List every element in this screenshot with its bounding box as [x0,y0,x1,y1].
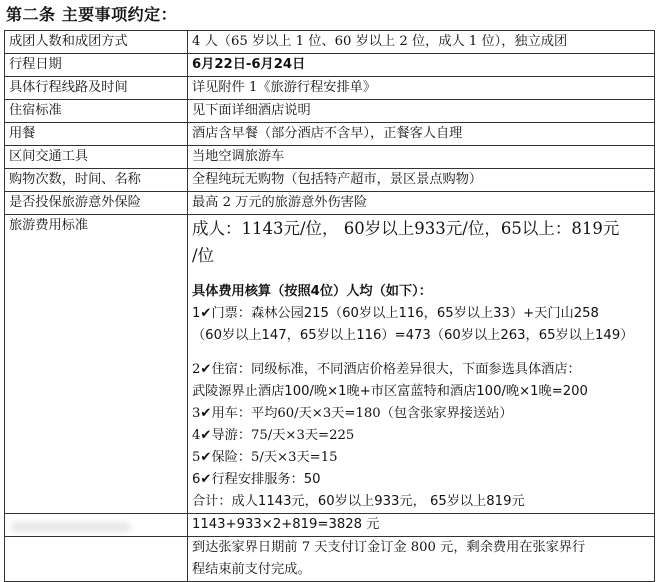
fee-item [192,425,650,447]
row-value: 6月22日-6月24日 [188,54,655,77]
item-number: 4 [192,428,201,443]
row-value: 酒店含早餐（部分酒店不含早），正餐客人自理 [188,123,655,146]
row-label: 购物次数，时间、名称 [5,169,188,192]
check-icon: ✔ [200,362,212,377]
redaction-mark [11,522,131,532]
terms-table [4,30,655,582]
fee-item [192,447,650,469]
table-row [5,77,655,100]
fee-row [5,215,655,514]
row-label: 行程日期 [5,54,188,77]
table-row [5,31,655,54]
fee-item [192,469,650,491]
fee-item-continued: 武陵源界止酒店100/晚×1晚+市区富蓝特和酒店100/晚×1晚=200 [192,384,588,399]
check-icon: ✔ [200,450,212,465]
fee-item [192,403,650,425]
row-label: 成团人数和成团方式 [5,31,188,54]
item-text: 门票：森林公园215（60岁以上116，65岁以上33）+天门山258 [211,306,599,321]
item-number: 3 [192,406,201,421]
row-value: 最高 2 万元的旅游意外伤害险 [188,192,655,215]
item-text: 导游：75/天×3天=225 [211,428,355,443]
row-value: 详见附件 1《旅游行程安排单》 [188,77,655,100]
blank-label-cell [5,514,188,537]
table-row [5,146,655,169]
row-value: 4 人（65 岁以上 1 位、60 岁以上 2 位，成人 1 位），独立成团 [188,31,655,54]
spacer [192,347,650,359]
item-text: 住宿：同级标准，不同酒店价格差异很大，下面参选具体酒店： [211,362,581,377]
item-number: 5 [192,450,201,465]
table-row [5,100,655,123]
row-label: 是否投保旅游意外保险 [5,192,188,215]
item-number: 6 [192,472,201,487]
fee-total: 合计：成人1143元，60岁以上933元， 65岁以上819元 [192,494,525,509]
item-number: 2 [192,362,201,377]
fee-summary-line-2: /位 [192,246,215,265]
fee-label: 旅游费用标准 [5,215,188,514]
fee-item [192,359,650,381]
payment-line-1: 到达张家界日期前 7 天支付订金订金 800 元，剩余费用在张家界行 [192,540,586,555]
item-text: 用车：平均60/天×3天=180（包含张家界接送站） [211,406,513,421]
row-value: 当地空调旅游车 [188,146,655,169]
table-row [5,192,655,215]
payment-terms [188,537,655,582]
item-text: 行程安排服务：50 [211,472,321,487]
payment-line-2: 程结束前支付完成。 [192,562,311,577]
section-heading: 第二条 主要事项约定： [6,5,178,24]
row-label: 具体行程线路及时间 [5,77,188,100]
breakdown-title: 具体费用核算（按照4位）人均（如下）： [192,284,432,299]
row-label: 住宿标准 [5,100,188,123]
item-text: 保险：5/天×3天=15 [211,450,338,465]
fee-item-continued: （60岁以上147，65岁以上116）=473（60岁以上263，65岁以上149） [192,328,634,343]
fee-summary-line-1: 成人：1143元/位， 60岁以上933元/位，65以上：819元 [192,219,620,238]
blank-label-cell [5,537,188,582]
item-number: 1 [192,306,201,321]
payment-row [5,537,655,582]
check-icon: ✔ [200,428,212,443]
table-row [5,54,655,77]
table-row [5,123,655,146]
check-icon: ✔ [200,406,212,421]
row-value: 见下面详细酒店说明 [188,100,655,123]
check-icon: ✔ [200,472,212,487]
grand-total: 1143+933×2+819=3828 元 [188,514,655,537]
row-label: 用餐 [5,123,188,146]
table-row [5,169,655,192]
spacer [192,269,650,281]
fee-item [192,303,650,325]
row-label: 区间交通工具 [5,146,188,169]
fee-details [188,215,655,514]
check-icon: ✔ [200,306,212,321]
grand-total-row [5,514,655,537]
row-value: 全程纯玩无购物（包括特产超市，景区景点购物） [188,169,655,192]
